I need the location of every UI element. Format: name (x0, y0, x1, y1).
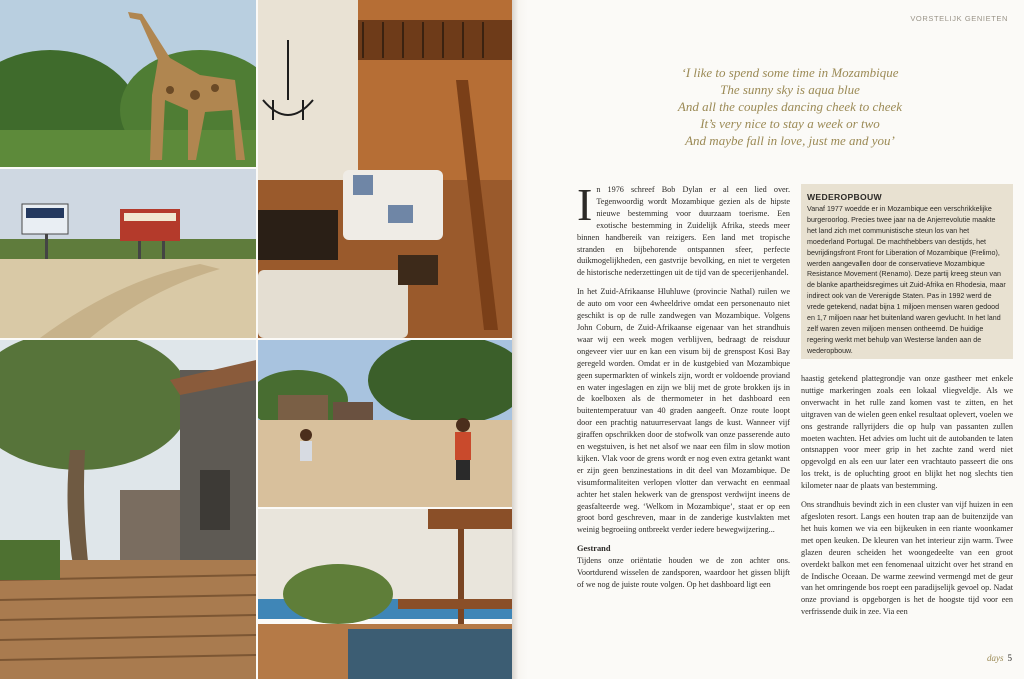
article-column-2 (801, 373, 1013, 650)
sidebar-title: WEDEROPBOUW (807, 192, 882, 202)
lyrics-line: The sunny sky is aqua blue (720, 82, 860, 97)
article-column-1 (577, 184, 790, 650)
pool-photo (258, 509, 512, 679)
lyrics-line: It’s very nice to stay a week or two (700, 116, 880, 131)
children-photo (258, 340, 512, 507)
page-folio (987, 653, 1012, 663)
spine-gutter (512, 0, 528, 679)
sidebar-body: Vanaf 1977 woedde er in Mozambique een verschrikkelijke burgeroorlog. Precies twee jaar na de Anjerrevolutie maakte het land zich met communistische steun los van het moederland Portugal. De machthebbers van destijds, het bevrijdingsfront Front for Liberation of Mozambique (Frelimo), werden aangevallen door de conservatieve Mozambique Resistance Movement (Renamo). Deze partij kreeg steun van de blanke apartheidsregimes uit Zuid-Afrika en Rhodesia, maar indirect ook van de Verenigde Staten. Pas in 1992 werd de vrede getekend, nadat bijna 1 miljoen mensen waren gedood en 1,7 miljoen naar het buitenland waren gevlucht. In het land zelf waren zeven miljoen mensen ontheemd. De huidige regering werkt met behulp van Westerse landen aan de wederopbouw. (807, 205, 1006, 355)
article-paragraph: Ons strandhuis bevindt zich in een cluster van vijf huizen in een afgesloten resort. Langs een houten trap aan de buitenzijde van het huis komen we via een bijkeuken in een riante woonkamer met open keuken. De kleuren van het interieur zijn warm. Twee glazen deuren scheiden het woongedeelte van een groot overdekt balkon met een fenomenaal uitzicht over het strand en de Indische Oceaan. De warme zeewind vermengd met de geur van het omringende bos roept een paradijselijk gevoel op. Nadat onze proviand is opgeborgen is het de hoogste tijd voor een verfrissende duik in zee. Via een (801, 500, 1013, 617)
magazine-brand: days (987, 653, 1004, 663)
sand-road-photo (0, 169, 256, 338)
giraffe-photo (0, 0, 256, 167)
lyrics-line: And all the couples dancing cheek to cheek (677, 99, 903, 114)
lyrics-line: ‘I like to spend some time in Mozambique (681, 65, 899, 80)
article-paragraph: haastig getekend plattegrondje van onze gastheer met enkele nuttige markeringen zoals een lokaal vliegveldje. Als we onverwacht in het rulle zand komen vast te zitten, en het uitgraven van de wielen geen enkel resultaat oplevert, voelen we ons gestrande rallyrijders die op hulp van passanten zullen moeten wachten. Het advies om lucht uit de autobanden te laten ontsnappen voor meer grip in het zachte zand werd niet opgevolgd en als een uur later een vrachtauto passeert die ons los trekt, is de opluchting groot en blijkt het nog slechts tien kilometer naar de plaats van bestemming. (801, 374, 1013, 491)
drop-cap: I (577, 184, 593, 230)
section-subhead: Gestrand (577, 544, 611, 554)
article-intro (577, 184, 790, 279)
article-paragraph: Tijdens onze oriëntatie houden we de zon achter ons. Voortdurend wisselen de zandsporen, waardoor het gissen blijft of we nog de juiste route volgen. Op het dashboard ligt een (577, 556, 790, 589)
lyrics-line: And maybe fall in love, just me and you’ (685, 133, 895, 148)
page-number: 5 (1007, 653, 1012, 663)
interior-photo (258, 0, 512, 338)
lyrics-quote (640, 64, 940, 149)
intro-text: n 1976 schreef Bob Dylan er al een lied over. Tegenwoordig wordt Mozambique gezien als de hipste nieuwe bestemming voor duurzaam toerisme. Een exotische bestemming in Zuidelijk Afrika, steeds meer binnen handbereik van reizigers. Een land met tropische stranden en bijbehorende ontspannen sfeer, perfecte duikmogelijkheden, een gastvrije bevolking, en niet te vergeten de historische nederzettingen uit de tijd van de specerijenhandel. (577, 185, 790, 278)
running-head: VORSTELIJK GENIETEN (910, 14, 1008, 23)
sidebar-box (801, 184, 1013, 359)
deck-house-photo (0, 340, 256, 679)
article-paragraph: In het Zuid-Afrikaanse Hluhluwe (provincie Nathal) ruilen we de auto om voor een 4wheeldrive omdat een personenauto niet geschikt is op de rulle zandwegen van Mozambique. Volgens John Coburn, de Zuid-Afrikaanse eigenaar van het strandhuis waar wij een week mogen verblijven, bedraagt de reisduur ongeveer vier uur en kan een visum bij de grenspost Kosi Bay geregeld worden. Omdat er in de kustgebied van Mozambique geen supermarkten of winkels zijn, wordt er voldoende proviand en water ingeslagen en zijn we blij met de grote brokken ijs in de koelboxen als de thermometer in het dashboard een buitentemperatuur van 40 graden aangeeft. Onze route loopt door een prachtig natuurreservaat langs de kust. Wanneer vijf giraffen opschrikken door de stofwolk van onze passerende auto en wegstuiven, is het net alsof we naar een film in slow motion kijken. Vlak voor de grens wordt er nog even extra getankt want er zijn geen benzinestations in dit deel van Mozambique. De visumformaliteiten verlopen vlotter dan verwacht en eenmaal achter het stalen hekwerk van de grenspost verdwijnt ineens de geasfalteerde weg. ‘Welkom in Mozambique’, staat er op een groot bord geschreven, maar in de zanderige kustvlakten met weinig begroeiing ontbreekt verder iedere bewegwijzering... (577, 287, 790, 535)
